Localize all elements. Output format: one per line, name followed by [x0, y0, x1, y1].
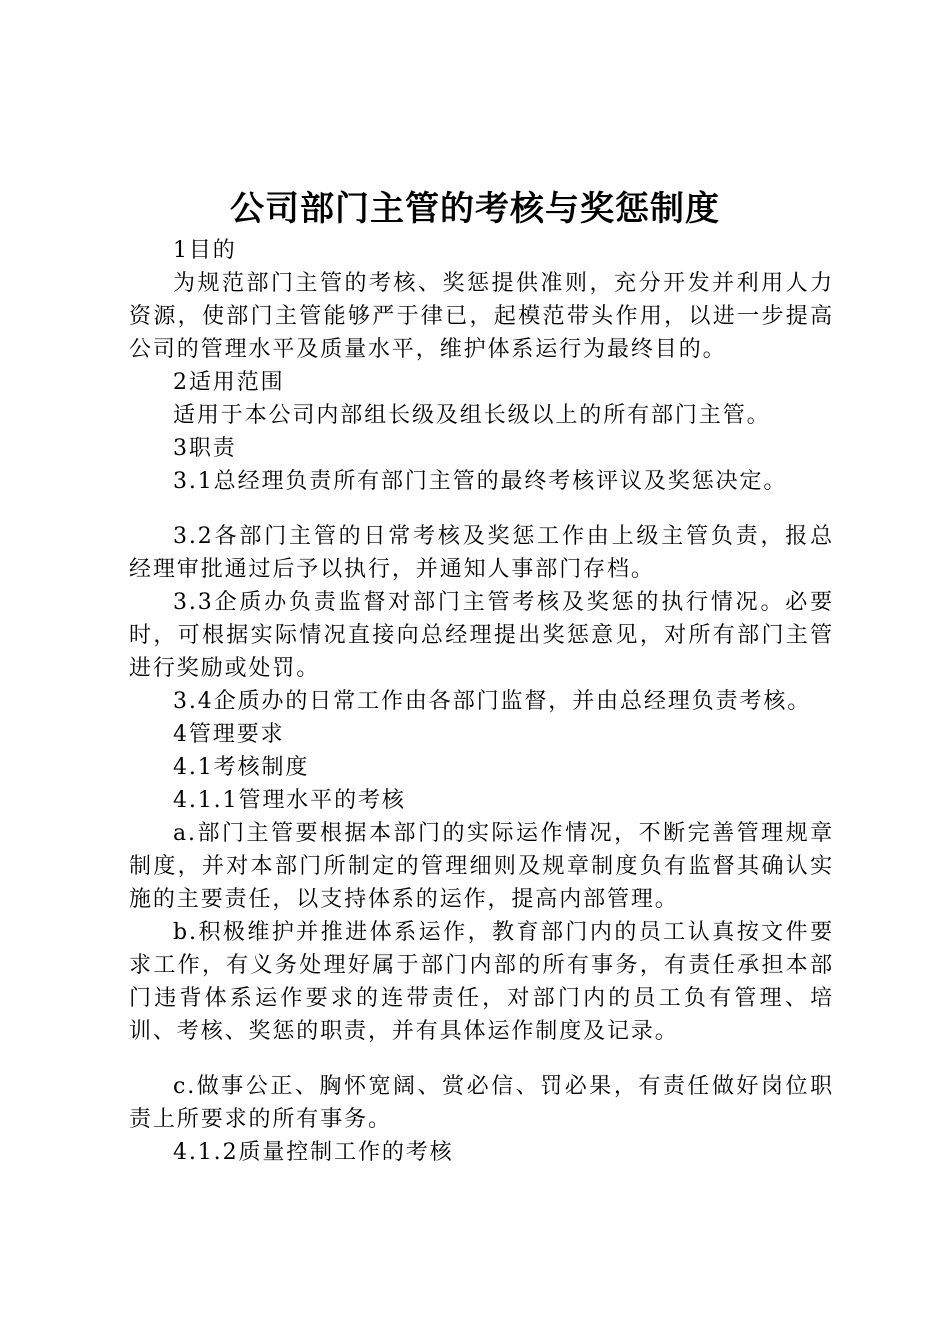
paragraph-item-a: a.部门主管要根据本部门的实际运作情况，不断完善管理规章制度，并对本部门所制定的管理细则及规章制度负有监督其确认实施的主要责任，以支持体系的运作，提高内部管理。 [129, 821, 834, 912]
heading-responsibilities: 3职责 [173, 436, 237, 461]
paragraph-3-3: 3.3企质办负责监督对部门主管考核及奖惩的执行情况。必要时，可根据实际情况直接向总经理提出奖惩意见，对所有部门主管进行奖励或处罚。 [129, 590, 834, 681]
paragraph-item-c: c.做事公正、胸怀宽阔、赏必信、罚必果，有责任做好岗位职责上所要求的所有事务。 [129, 1074, 834, 1132]
paragraph-3-4: 3.4企质办的日常工作由各部门监督，并由总经理负责考核。 [173, 689, 812, 714]
heading-4-1-1: 4.1.1管理水平的考核 [173, 788, 406, 813]
heading-4-1-2: 4.1.2质量控制工作的考核 [173, 1140, 454, 1165]
heading-4-1: 4.1考核制度 [173, 755, 310, 780]
paragraph-3-1: 3.1总经理负责所有部门主管的最终考核评议及奖惩决定。 [173, 469, 788, 494]
paragraph-item-b: b.积极维护并推进体系运作，教育部门内的员工认真按文件要求工作，有义务处理好属于部门内部的所有事务，有责任承担本部门违背体系运作要求的连带责任，对部门内的员工负有管理、培训、考核、奖惩的职责，并有具体运作制度及记录。 [129, 920, 834, 1044]
paragraph-scope: 适用于本公司内部组长级及组长级以上的所有部门主管。 [173, 403, 771, 428]
document-title: 公司部门主管的考核与奖惩制度 [230, 189, 720, 229]
heading-scope: 2适用范围 [173, 370, 285, 395]
document-body [129, 234, 834, 1169]
paragraph-purpose: 为规范部门主管的考核、奖惩提供准则，充分开发并利用人力资源，使部门主管能够严于律已，起模范带头作用，以进一步提高公司的管理水平及质量水平，维护体系运行为最终目的。 [129, 271, 834, 362]
heading-purpose: 1目的 [173, 238, 237, 263]
paragraph-3-2: 3.2各部门主管的日常考核及奖惩工作由上级主管负责，报总经理审批通过后予以执行，并通知人事部门存档。 [129, 524, 834, 582]
heading-management-requirements: 4管理要求 [173, 722, 285, 747]
